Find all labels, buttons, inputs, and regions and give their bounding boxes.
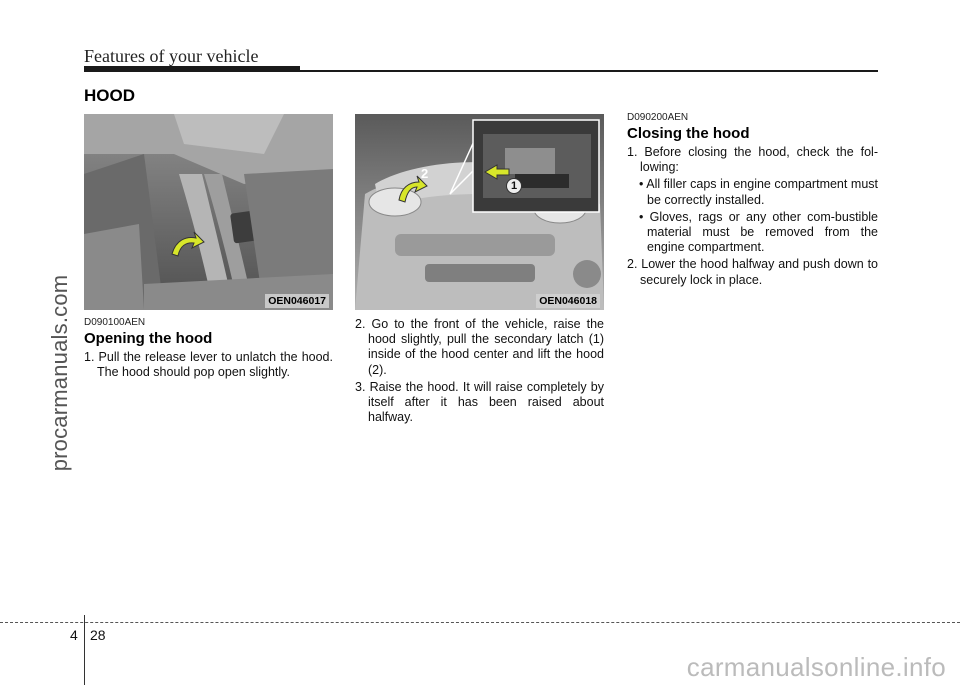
latch-arrow-icon <box>483 162 511 182</box>
opening-step-3: 3. Raise the hood. It will raise completely by itself after it has been raised about halfway. <box>355 379 604 425</box>
opening-step-1: 1. Pull the release lever to unlatch the hood. The hood should pop open slightly. <box>84 350 333 380</box>
footer-divider <box>0 622 960 623</box>
opening-title: Opening the hood <box>84 330 213 347</box>
opening-section-continued <box>355 317 604 427</box>
footer-page-number: 28 <box>90 627 106 643</box>
watermark-side: procarmanuals.com <box>47 274 72 472</box>
callout-2: 2 <box>421 166 429 181</box>
footer-chapter: 4 <box>70 627 78 643</box>
figure-code-2: OEN046018 <box>536 294 600 308</box>
header-rule-thin <box>300 70 878 72</box>
vehicle-front-illustration <box>355 114 604 310</box>
figure-release-lever <box>84 114 333 310</box>
opening-section <box>84 317 333 382</box>
closing-section <box>627 112 878 290</box>
closing-code: D090200AEN <box>627 112 689 123</box>
opening-step-2: 2. Go to the front of the vehicle, raise the hood slightly, pull the secondary latch (1) inside of the hood center and lift the hood (2). <box>355 317 604 377</box>
opening-code: D090100AEN <box>84 317 146 328</box>
watermark-bottom: carmanualsonline.info <box>686 652 946 682</box>
closing-bullet-1: • All filler caps in engine compartment must be correctly installed. <box>639 177 878 207</box>
callout-1: 1 <box>506 178 522 194</box>
header-rule-thick <box>84 66 300 72</box>
closing-step-2: 2. Lower the hood halfway and push down to securely lock in place. <box>627 257 878 287</box>
release-lever-illustration <box>84 114 333 310</box>
closing-step-1: 1. Before closing the hood, check the fol-lowing: <box>627 145 878 175</box>
figure-secondary-latch <box>355 114 604 310</box>
closing-title: Closing the hood <box>627 125 750 142</box>
footer-separator <box>84 615 85 685</box>
closing-bullet-2: • Gloves, rags or any other com-bustible material must be removed from the engine compartment. <box>639 209 878 255</box>
pull-arrow-icon <box>166 226 206 266</box>
figure-code-1: OEN046017 <box>265 294 329 308</box>
header-title: Features of your vehicle <box>84 46 259 66</box>
section-title: HOOD <box>84 86 135 105</box>
